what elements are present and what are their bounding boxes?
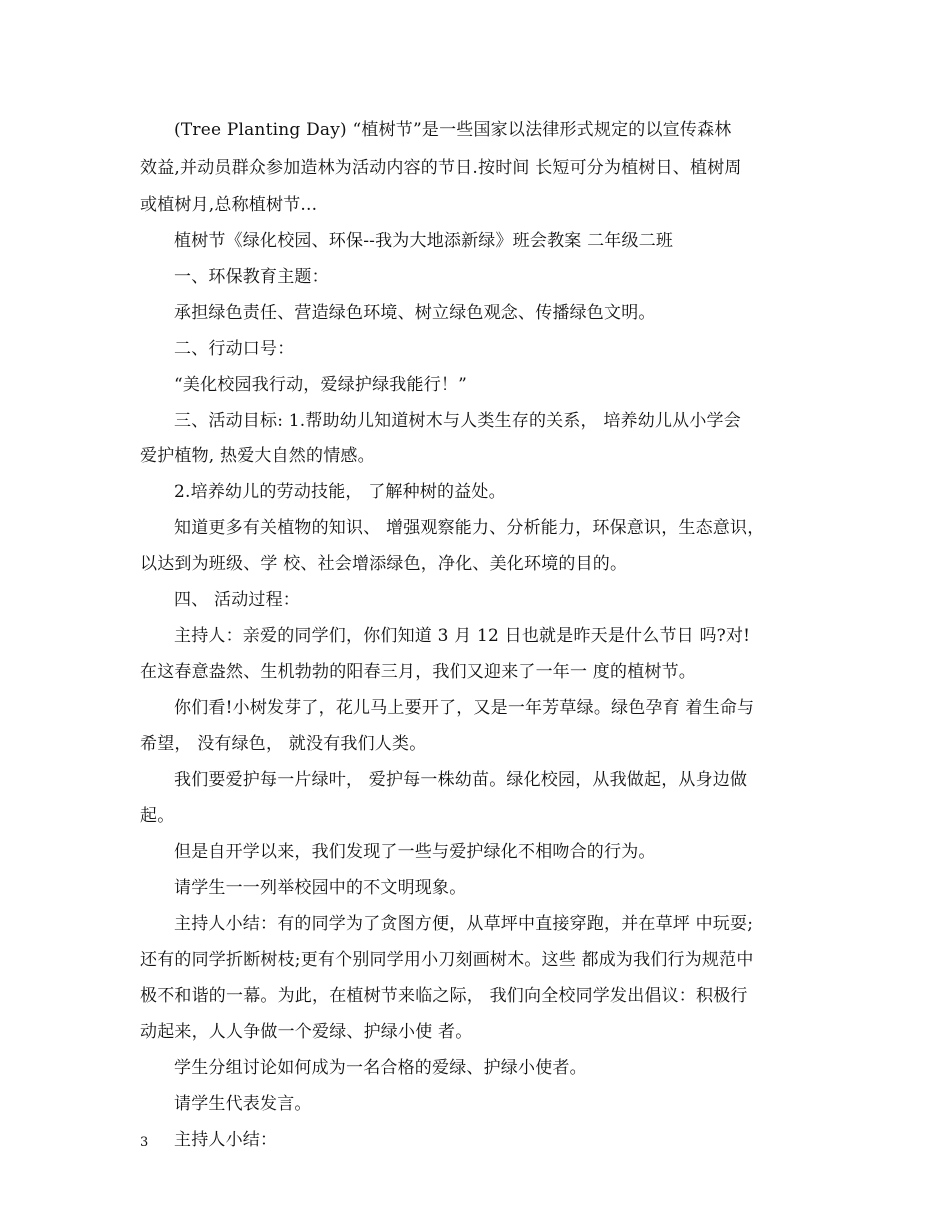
text-line: 效益,并动员群众参加造林为活动内容的节日.按时间 长短可分为植树日、植树周 bbox=[140, 158, 742, 178]
text-line: 学生分组讨论如何成为一名合格的爱绿、护绿小使者。 bbox=[174, 1058, 587, 1078]
text-line: 请学生代表发言。 bbox=[174, 1094, 312, 1114]
text-line: 爱护植物, 热爱大自然的情感。 bbox=[140, 446, 375, 466]
text-line: 还有的同学折断树枝;更有个别同学用小刀刻画树木。这些 都成为我们行为规范中 bbox=[140, 950, 754, 970]
text-line: 起。 bbox=[140, 806, 175, 826]
text-line: 希望， 没有绿色， 就没有我们人类。 bbox=[140, 734, 427, 754]
text-line: 但是自开学以来，我们发现了一些与爱护绿化不相吻合的行为。 bbox=[174, 842, 656, 862]
text-line: 承担绿色责任、营造绿色环境、树立绿色观念、传播绿色文明。 bbox=[174, 303, 656, 323]
text-line: 我们要爱护每一片绿叶， 爱护每一株幼苗。绿化校园，从我做起，从身边做 bbox=[174, 770, 748, 790]
section-heading: 一、环保教育主题： bbox=[174, 267, 329, 287]
text-line: 2.培养幼儿的劳动技能， 了解种树的益处。 bbox=[174, 482, 506, 502]
text-line: 主持人小结： bbox=[174, 1130, 278, 1150]
text-line: “美化校园我行动，爱绿护绿我能行！” bbox=[174, 375, 467, 395]
text-line: 主持人小结：有的同学为了贪图方便，从草坪中直接穿跑，并在草坪 中玩耍; bbox=[174, 914, 754, 934]
text-line: 请学生一一列举校园中的不文明现象。 bbox=[174, 878, 467, 898]
page-number: 3 bbox=[140, 1135, 149, 1150]
text-line: 在这春意盎然、生机勃勃的阳春三月，我们又迎来了一年一 度的植树节。 bbox=[140, 662, 697, 682]
section-heading: 四、 活动过程： bbox=[174, 590, 301, 610]
text-line: 主持人：亲爱的同学们，你们知道 3 月 12 日也就是昨天是什么节日 吗?对! bbox=[174, 626, 751, 646]
text-line: 植树节《绿化校园、环保--我为大地添新绿》班会教案 二年级二班 bbox=[174, 231, 674, 251]
text-line: 三、活动目标: 1.帮助幼儿知道树木与人类生存的关系， 培养幼儿从小学会 bbox=[174, 411, 741, 431]
section-heading: 二、行动口号： bbox=[174, 339, 295, 359]
text-line: (Tree Planting Day) “植树节”是一些国家以法律形式规定的以宣传森林 bbox=[174, 120, 732, 140]
text-line: 你们看!小树发芽了，花儿马上要开了，又是一年芳草绿。绿色孕育 着生命与 bbox=[174, 698, 755, 718]
text-line: 知道更多有关植物的知识、 增强观察能力、分析能力，环保意识，生态意识， bbox=[174, 518, 765, 538]
text-line: 动起来，人人争做一个爱绿、护绿小使 者。 bbox=[140, 1022, 473, 1042]
text-line: 或植树月,总称植树节... bbox=[140, 195, 318, 215]
text-line: 以达到为班级、学 校、社会增添绿色，净化、美化环境的目的。 bbox=[140, 554, 628, 574]
text-line: 极不和谐的一幕。为此，在植树节来临之际， 我们向全校同学发出倡议：积极行 bbox=[140, 986, 748, 1006]
